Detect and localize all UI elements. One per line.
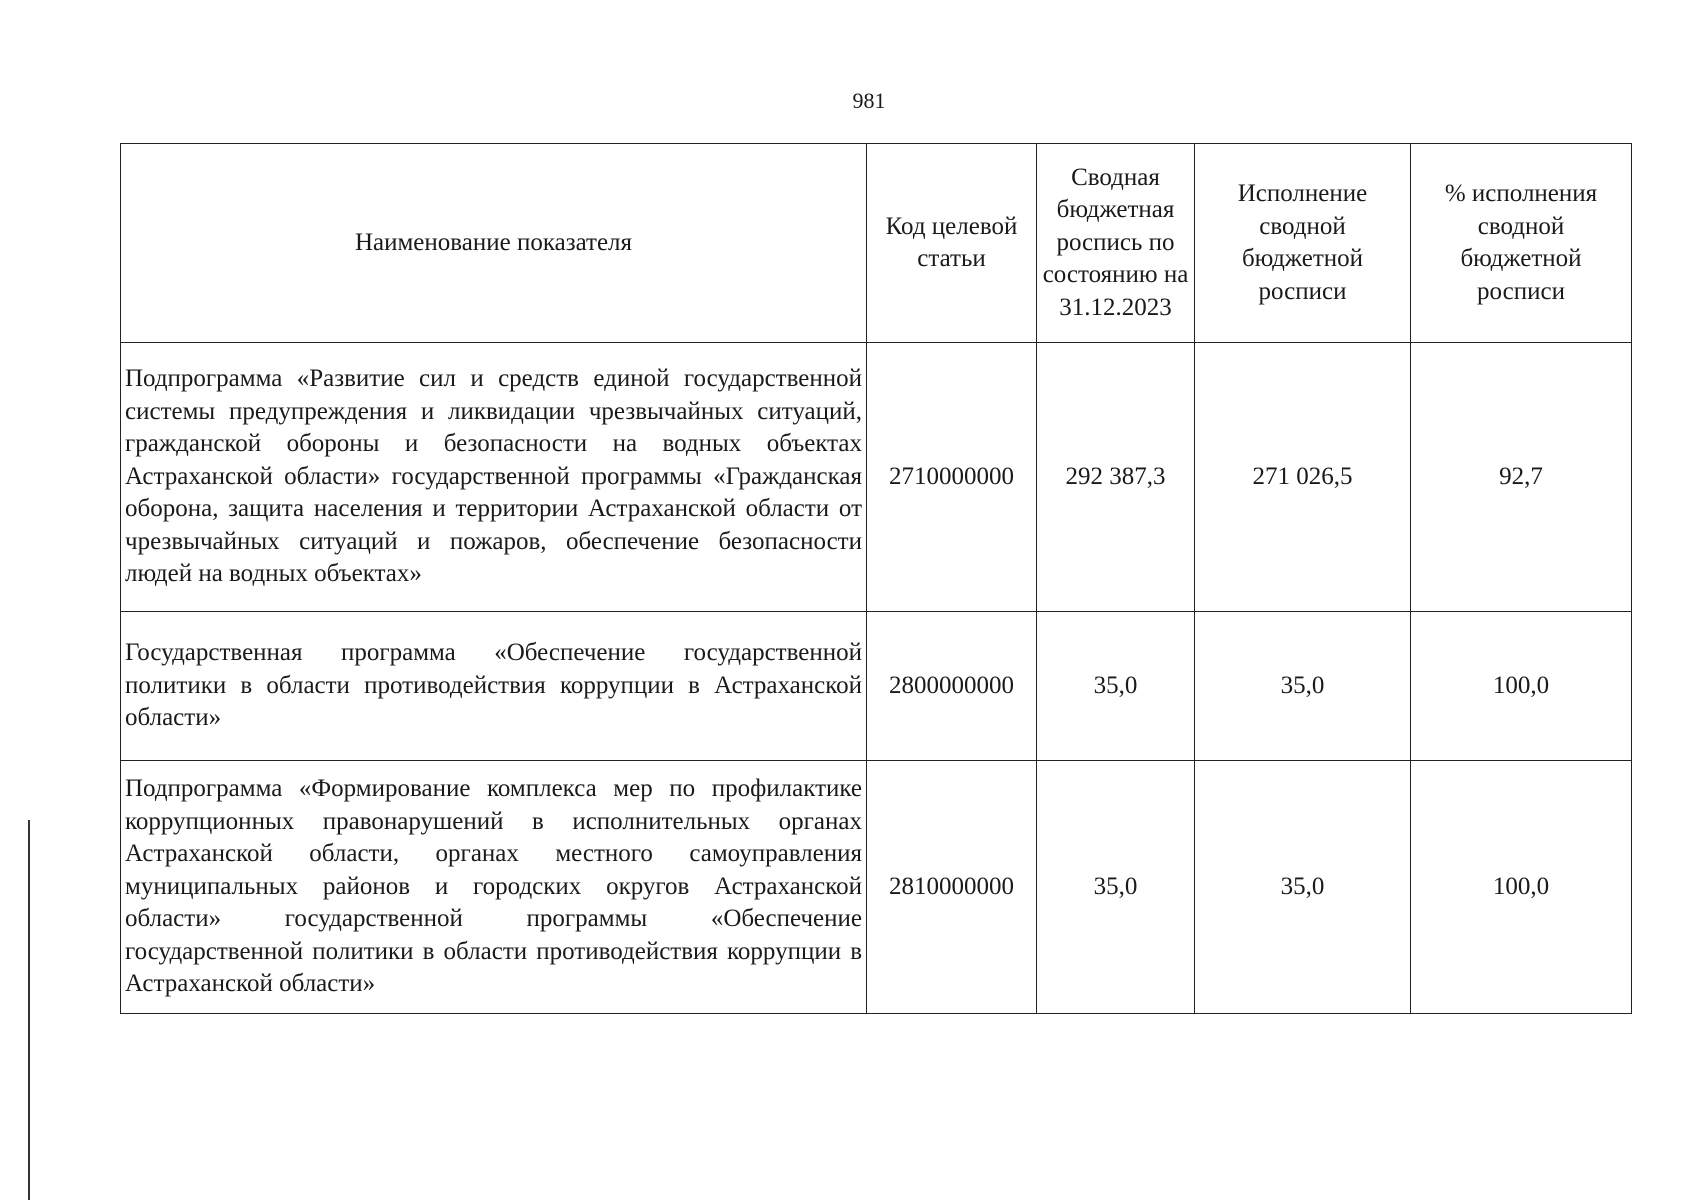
scan-margin-line [28, 820, 30, 1200]
table-row [121, 612, 1632, 761]
row-execution-percent: 92,7 [1411, 343, 1632, 612]
page-number: 981 [852, 88, 886, 113]
table-header-row [121, 144, 1632, 343]
row-indicator-name: Подпрограмма «Формирование комплекса мер по профилактике коррупционных правонарушений в исполнительных органах Астраханской области, органах местного самоуправления муниципальных районов и городских округов Астраханской области» государственной программы «Обеспечение государственной политики в области противодействия коррупции в Астраханской области» [121, 761, 867, 1014]
row-budget-execution: 35,0 [1195, 761, 1411, 1014]
table-row [121, 343, 1632, 612]
row-target-code: 2800000000 [867, 612, 1037, 761]
budget-execution-table [120, 143, 1632, 1014]
header-budget-plan: Сводная бюджетная роспись по состоянию на 31.12.2023 [1037, 144, 1195, 343]
row-budget-plan: 35,0 [1037, 761, 1195, 1014]
row-budget-execution: 271 026,5 [1195, 343, 1411, 612]
row-indicator-name: Подпрограмма «Развитие сил и средств единой государственной системы предупреждения и ликвидации чрезвычайных ситуаций, гражданской обороны и безопасности на водных объектах Астраханской области» государственной программы «Гражданская оборона, защита населения и территории Астраханской области от чрезвычайных ситуаций и пожаров, обеспечение безопасности людей на водных объектах» [121, 343, 867, 612]
table-row [121, 761, 1632, 1014]
row-target-code: 2710000000 [867, 343, 1037, 612]
row-budget-plan: 292 387,3 [1037, 343, 1195, 612]
row-budget-plan: 35,0 [1037, 612, 1195, 761]
header-budget-execution: Исполнение сводной бюджетной росписи [1195, 144, 1411, 343]
header-target-code: Код целевой статьи [867, 144, 1037, 343]
row-execution-percent: 100,0 [1411, 761, 1632, 1014]
row-target-code: 2810000000 [867, 761, 1037, 1014]
row-budget-execution: 35,0 [1195, 612, 1411, 761]
row-execution-percent: 100,0 [1411, 612, 1632, 761]
row-indicator-name: Государственная программа «Обеспечение государственной политики в области противодействия коррупции в Астраханской области» [121, 612, 867, 761]
header-execution-percent: % исполнения сводной бюджетной росписи [1411, 144, 1632, 343]
header-indicator-name: Наименование показателя [121, 144, 867, 343]
